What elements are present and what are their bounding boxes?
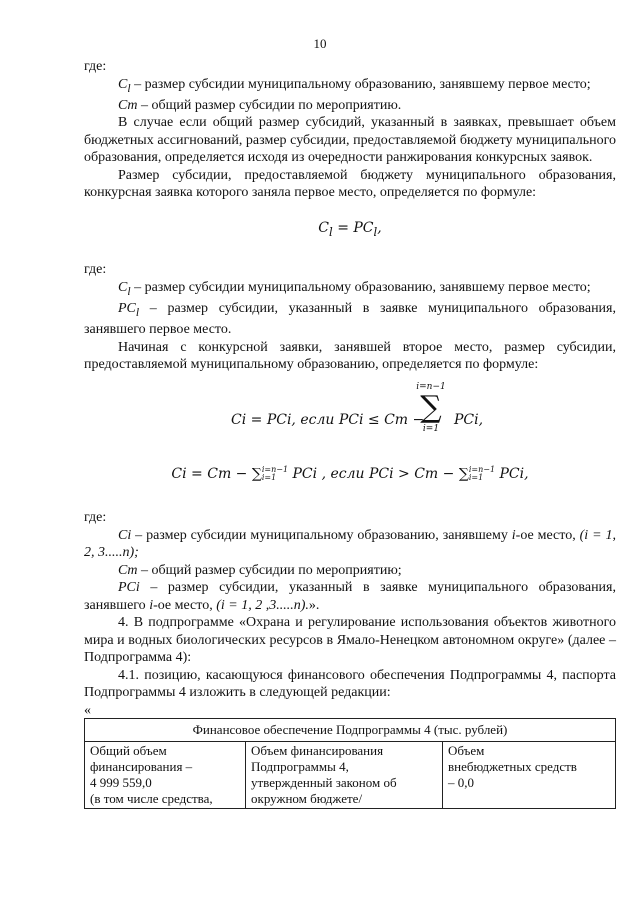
definition-text: -ое место, — [515, 527, 580, 543]
definition-cm-2 — [84, 562, 616, 580]
cell-line: Подпрограммы 4, — [251, 758, 349, 774]
formula-part: = PC — [332, 219, 374, 236]
cell-extrabudget-volume — [443, 741, 616, 808]
symbol: PC — [118, 300, 136, 316]
paragraph-exceed: В случае если общий размер субсидий, указанный в заявках, превышает объем бюджетных ассигнований, размер субсидии, предоставляемой бюджету муниципального образования, определяется исходя из очередности ранжирования конкурсных заявок. — [84, 115, 616, 166]
definition-text: -ое место, — [153, 597, 217, 613]
index-range: (i = 1, 2, 3.....n); — [84, 527, 616, 561]
cell-line: (в том числе средства, — [90, 790, 213, 806]
where-label-2: где: — [84, 262, 107, 278]
cell-line: – 0,0 — [448, 774, 474, 790]
paragraph-subprogram-4: 4. В подпрограмме «Охрана и регулирование использования объектов животного мира и водных биологических ресурсов в Ямало-Ненецком автономном округе» (далее – Подпрограмма 4): — [84, 615, 616, 666]
where-label-1: где: — [84, 59, 107, 74]
formula-part: Ci = Cm − ∑ — [171, 465, 262, 482]
sum-symbol — [414, 382, 448, 434]
definition-pc-first — [84, 300, 616, 339]
sum-limits — [262, 466, 288, 482]
cell-subprogram-volume — [246, 741, 443, 808]
definition-text: – размер субсидии муниципальному образованию, занявшему первое место; — [130, 279, 591, 295]
sum-upper-limit: i=n−1 — [468, 464, 496, 474]
cell-line: Общий объем — [90, 742, 167, 758]
index-symbol: i — [149, 597, 154, 613]
paragraph-second-place: Начиная с конкурсной заявки, занявшей второе место, размер субсидии, предоставляемой муниципальному образованию, определяется по формуле: — [84, 339, 616, 373]
closing-quote: ». — [308, 597, 320, 613]
definition-cm — [84, 97, 616, 115]
symbol: Cm — [118, 97, 138, 113]
formula-sub: l — [373, 224, 378, 239]
paragraph-4-1: 4.1. позицию, касающуюся финансового обеспечения Подпрограммы 4, паспорта Подпрограммы 4 изложить в следующей редакции: — [84, 667, 616, 701]
cell-line: 4 999 559,0 — [90, 774, 152, 790]
cell-line: финансирования – — [90, 758, 193, 774]
formula-part: PCi , если PCi > Cm − ∑ — [288, 465, 469, 482]
definition-c-first-2 — [84, 279, 616, 300]
definition-text: – размер субсидии муниципальному образованию, занявшему первое место; — [130, 76, 591, 92]
sum-lower-limit: i=1 — [422, 423, 440, 434]
sum-upper-limit: i=n−1 — [261, 464, 289, 474]
cell-line: утвержденный законом об — [251, 774, 397, 790]
symbol: Cm — [118, 562, 138, 578]
cell-line: Объем финансирования — [251, 742, 384, 758]
symbol: C — [118, 279, 128, 295]
formula-part: PCi, — [495, 465, 529, 482]
definition-text: – размер субсидии, указанный в заявке муниципального образования, занявшего первое место. — [84, 300, 616, 338]
symbol: C — [118, 76, 128, 92]
sum-limits — [469, 466, 495, 482]
sum-lower-limit: i=1 — [468, 472, 484, 482]
where-label-3: где: — [84, 510, 107, 526]
page-number: 10 — [313, 36, 327, 51]
definition-pci — [84, 579, 616, 614]
subscript: l — [127, 284, 131, 298]
definition-text: – размер субсидии муниципальному образованию, занявшему — [131, 527, 512, 543]
opening-quote: « — [84, 702, 91, 718]
definition-c-first — [84, 76, 616, 97]
document-body — [84, 58, 616, 809]
formula-tail: PCi, — [454, 411, 484, 428]
formula-sub: l — [329, 224, 333, 239]
index-symbol: i — [511, 527, 516, 543]
symbol: PCi — [118, 580, 140, 596]
index-range: (i = 1, 2 ,3.....n). — [216, 597, 309, 613]
sum-upper-limit: i=n−1 — [416, 381, 446, 392]
formula-case-exceed — [84, 466, 616, 484]
cell-total-volume — [85, 741, 246, 808]
definition-ci — [84, 527, 616, 562]
formula-first-place — [84, 220, 616, 241]
definition-text: – общий размер субсидии по мероприятию. — [137, 97, 402, 113]
financing-table — [84, 718, 616, 809]
formula-part: C — [318, 219, 330, 236]
formula-case-within — [84, 382, 616, 458]
sum-lower-limit: i=1 — [261, 472, 277, 482]
definition-text: – общий размер субсидии по мероприятию; — [137, 562, 402, 578]
formula-part: , — [377, 219, 382, 236]
cell-line: Объем — [448, 742, 485, 758]
sigma: ∑ — [420, 389, 442, 425]
subscript: l — [135, 305, 140, 319]
cell-line: окружном бюджете/ — [251, 790, 363, 806]
symbol: Ci — [118, 527, 132, 543]
cell-line: внебюджетных средств — [448, 758, 577, 774]
formula-main: Ci = PCi, если PCi ≤ Cm − — [231, 411, 425, 428]
definition-text: – размер субсидии, указанный в заявке муниципального образования, занявшего — [84, 580, 616, 613]
paragraph-first-place: Размер субсидии, предоставляемой бюджету муниципального образования, конкурсная заявка которого заняла первое место, определяется по формуле: — [84, 167, 616, 201]
subscript: l — [127, 81, 131, 95]
table-header: Финансовое обеспечение Подпрограммы 4 (тыс. рублей) — [85, 718, 616, 741]
